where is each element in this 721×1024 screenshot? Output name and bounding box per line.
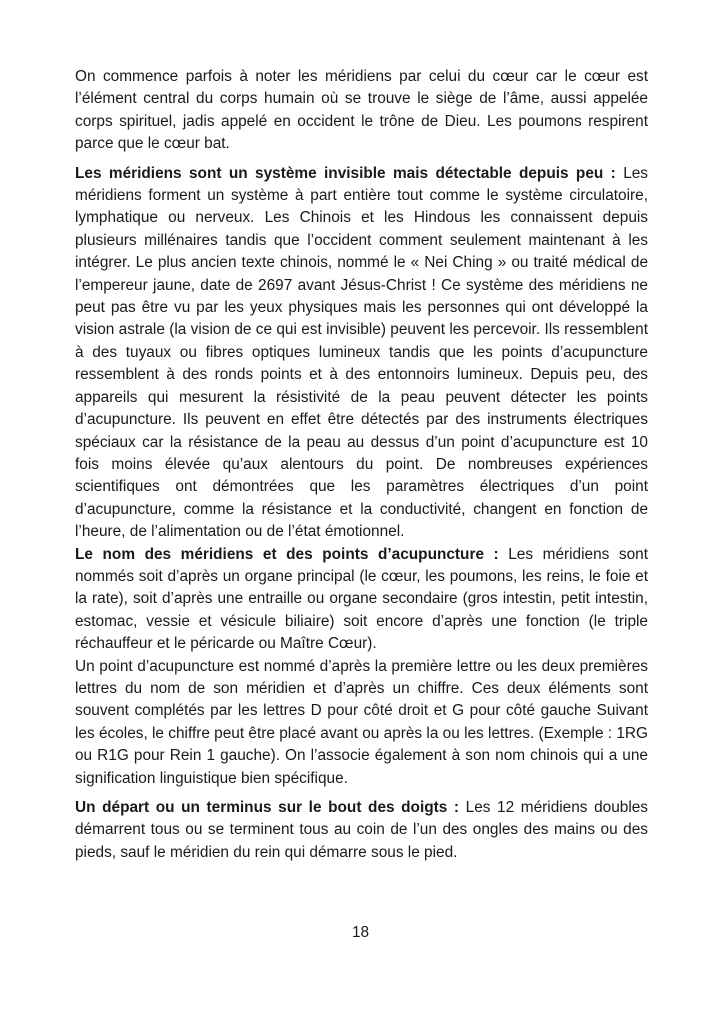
paragraph-text: On commence parfois à noter les méridiens par celui du cœur car le cœur est l’élément central du corps humain où se trouve le siège de l’âme, aussi appelée corps spirituel, jadis appelé en occident le trône de Dieu. Les poumons respirent parce que le cœur bat. (75, 68, 648, 153)
paragraph-heading: Le nom des méridiens et des points d’acupuncture : (75, 545, 499, 563)
paragraph-point-naming (75, 656, 648, 790)
paragraph-meridians-system (75, 163, 648, 544)
paragraph-heading: Les méridiens sont un système invisible mais détectable depuis peu : (75, 164, 616, 182)
paragraph-text: Un point d’acupuncture est nommé d’après la première lettre ou les deux premières lettres du nom de son méridien et d’après un chiffre. Ces deux éléments sont souvent complétés par les lettres D pour côté droit et G pour côté gauche Suivant les écoles, le chiffre peut être placé avant ou après la ou les lettres. (Exemple : 1RG ou R1G pour Rein 1 gauche). On l’associe également à son nom chinois qui a une signification linguistique bien spécifique. (75, 657, 648, 787)
paragraph-intro (75, 66, 648, 156)
paragraph-heading: Un départ ou un terminus sur le bout des doigts : (75, 799, 460, 816)
paragraph-fingertips (75, 797, 648, 864)
page-number: 18 (351, 924, 370, 941)
paragraph-text: Les méridiens forment un système à part entière tout comme le système circulatoire, lymphatique ou nerveux. Les Chinois et les Hindous les connaissent depuis plusieurs millénaires tandis que l’occident comment seulement maintenant à les intégrer. Le plus ancien texte chinois, nommé le « Nei Ching » ou traité médical de l’empereur jaune, date de 2697 avant Jésus-Christ ! Ce système des méridiens ne peut pas être vu par les yeux physiques mais les personnes qui ont développé la vision astrale (la vision de ce qui est invisible) peuvent les percevoir. Ils ressemblent à des tuyaux ou fibres optiques lumineux tandis que les points d’acupuncture ressemblent à des ronds points et à des entonnoirs lumineux. Depuis peu, des appareils qui mesurent la résistivité de la peau peuvent détecter les points d’acupuncture. Ils peuvent en effet être détectés par des instruments électriques spéciaux car la résistance de la peau au dessus d’un point d’acupuncture est 10 fois moins élevée qu’aux alentours du point. De nombreuses expériences scientifiques ont démontrées que les paramètres électriques d’un point d’acupuncture, comme la résistance et la conductivité, changent en fonction de l’heure, de l’alimentation ou de l’état émotionnel. (75, 164, 649, 541)
document-page (75, 66, 648, 871)
paragraph-text: Les 12 méridiens doubles démarrent tous ou se terminent tous au coin de l’un des ongles des mains ou des pieds, sauf le méridien du rein qui démarre sous le pied. (75, 799, 648, 861)
paragraph-naming (75, 544, 648, 656)
paragraph-text: Les méridiens sont nommés soit d’après un organe principal (le cœur, les poumons, les reins, le foie et la rate), soit d’après une entraille ou organe secondaire (gros intestin, petit intestin, estomac, vessie et vésicule biliaire) soit encore d’après une fonction (le triple réchauffeur et le péricarde ou Maître Cœur). (75, 545, 648, 653)
